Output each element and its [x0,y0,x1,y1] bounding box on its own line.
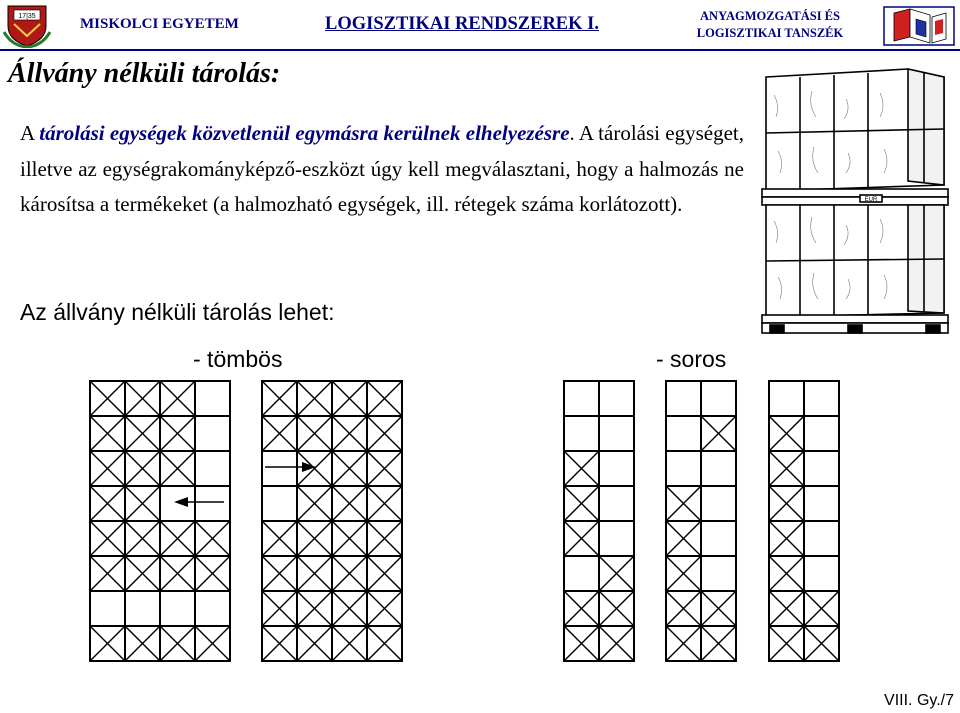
stored-unit-mark [701,626,736,661]
stored-unit-mark [262,381,297,416]
stored-unit-mark [297,451,332,486]
stored-unit-mark [90,381,125,416]
stored-unit-mark [332,486,367,521]
stored-unit-mark [297,591,332,626]
stored-unit-mark [262,381,297,416]
paragraph-part-1: A [20,121,40,145]
stored-unit-mark [666,556,701,591]
arrow-right-icon [265,462,316,472]
stored-unit-mark [125,381,160,416]
stored-unit-mark [160,556,195,591]
grid-cell [564,521,599,556]
stored-unit-mark [297,486,332,521]
grid-cell [297,381,332,416]
stored-unit-mark [297,521,332,556]
grid-cell [769,416,804,451]
stored-unit-mark [367,451,402,486]
grid-cell [160,381,195,416]
grid-cell [160,486,195,521]
stored-unit-mark [367,451,402,486]
grid-cell [564,451,599,486]
stored-unit-mark [125,556,160,591]
block-grid-1 [90,381,230,661]
stored-unit-mark [297,556,332,591]
grid-cell [804,521,839,556]
department-logo-icon [880,3,958,49]
arrow-left-icon [174,497,224,507]
stored-unit-mark [564,626,599,661]
grid-cell [564,486,599,521]
stored-unit-mark [90,486,125,521]
grid-cell [367,521,402,556]
grid-cell [367,556,402,591]
grid-cell [701,591,736,626]
grid-cell [701,521,736,556]
stored-unit-mark [195,556,230,591]
grid-cell [262,521,297,556]
grid-cell [160,626,195,661]
stored-unit-mark [297,486,332,521]
grid-cell [666,521,701,556]
grid-cell [666,626,701,661]
stored-unit-mark [90,416,125,451]
stored-unit-mark [666,486,701,521]
stored-unit-mark [297,416,332,451]
grid-cell [125,626,160,661]
grid-cell [804,381,839,416]
grid-cell [769,486,804,521]
stored-unit-mark [160,381,195,416]
grid-cell [125,451,160,486]
grid-cell [769,381,804,416]
grid-cell [125,521,160,556]
grid-cell [701,451,736,486]
paragraph-emphasis: tárolási egységek közvetlenül egymásra kerülnek elhelyezésre [39,121,570,145]
stored-unit-mark [564,451,599,486]
grid-cell [195,591,230,626]
stored-unit-mark [297,451,332,486]
stored-unit-mark [769,486,804,521]
grid-cell [769,451,804,486]
stored-unit-mark [332,381,367,416]
stored-unit-mark [666,486,701,521]
grid-cell [332,381,367,416]
grid-cell [90,556,125,591]
stored-unit-mark [599,556,634,591]
stored-unit-mark [125,416,160,451]
grid-cell [125,381,160,416]
stored-unit-mark [564,486,599,521]
stored-unit-mark [701,416,736,451]
stored-unit-mark [332,486,367,521]
stored-unit-mark [804,591,839,626]
grid-cell [195,486,230,521]
page-number: VIII. Gy./7 [884,692,954,709]
stored-unit-mark [666,556,701,591]
stored-unit-mark [564,486,599,521]
stored-unit-mark [90,486,125,521]
stored-unit-mark [769,521,804,556]
stored-unit-mark [367,381,402,416]
stored-unit-mark [195,626,230,661]
stored-unit-mark [90,556,125,591]
grid-cell [297,416,332,451]
stored-unit-mark [332,556,367,591]
stored-unit-mark [769,591,804,626]
grid-cell [262,416,297,451]
grid-cell [666,556,701,591]
stored-unit-mark [262,556,297,591]
stored-unit-mark [297,416,332,451]
grid-cell [564,416,599,451]
row-grid-1 [564,381,634,661]
stored-unit-mark [599,626,634,661]
stored-unit-mark [297,381,332,416]
stored-unit-mark [160,451,195,486]
stored-unit-mark [90,626,125,661]
stored-unit-mark [297,591,332,626]
grid-cell [332,416,367,451]
grid-cell [297,556,332,591]
stored-unit-mark [367,556,402,591]
stored-unit-mark [332,416,367,451]
slide-header [0,0,960,50]
stored-unit-mark [297,556,332,591]
label-block-storage: - tömbös [193,346,283,372]
stored-unit-mark [332,591,367,626]
slide-title: Állvány nélküli tárolás: [8,58,281,89]
stored-unit-mark [367,591,402,626]
stored-unit-mark [701,591,736,626]
grid-cell [666,381,701,416]
stored-unit-mark [564,521,599,556]
grid-cell [804,626,839,661]
stored-unit-mark [367,486,402,521]
grid-cell [125,486,160,521]
stored-unit-mark [666,591,701,626]
grid-cell [804,556,839,591]
grid-cell [367,381,402,416]
stored-unit-mark [125,416,160,451]
grid-cell [90,381,125,416]
stored-unit-mark [262,591,297,626]
grid-cell [701,416,736,451]
stored-unit-mark [90,626,125,661]
stored-unit-mark [195,521,230,556]
grid-cell [160,521,195,556]
grid-cell [666,416,701,451]
grid-cell [367,451,402,486]
grid-cell [367,626,402,661]
grid-cell [564,591,599,626]
crest-year-text: 17|35 [18,13,36,20]
stored-unit-mark [769,521,804,556]
stored-unit-mark [769,416,804,451]
grid-cell [90,486,125,521]
stored-unit-mark [701,626,736,661]
stored-unit-mark [367,416,402,451]
stored-unit-mark [262,416,297,451]
stored-unit-mark [564,451,599,486]
stored-unit-mark [564,521,599,556]
stored-unit-mark [769,451,804,486]
grid-cell [769,556,804,591]
grid-cell [195,556,230,591]
stored-unit-mark [90,451,125,486]
stored-unit-mark [195,556,230,591]
grid-cell [297,521,332,556]
stored-unit-mark [195,521,230,556]
grid-cell [367,591,402,626]
pallet-label: EUR [864,197,878,203]
stored-unit-mark [599,591,634,626]
grid-cell [90,521,125,556]
subheading: Az állvány nélküli tárolás lehet: [20,299,335,325]
grid-cell [701,556,736,591]
stacked-pallets-illustration [748,55,958,355]
stored-unit-mark [160,626,195,661]
grid-cell [367,416,402,451]
course-title: LOGISZTIKAI RENDSZEREK I. [325,14,599,34]
stored-unit-mark [297,381,332,416]
grid-cell [332,521,367,556]
stored-unit-mark [564,626,599,661]
grid-cell [701,381,736,416]
stored-unit-mark [769,486,804,521]
grid-cell [564,626,599,661]
stored-unit-mark [125,486,160,521]
stored-unit-mark [769,451,804,486]
stored-unit-mark [769,626,804,661]
stored-unit-mark [160,416,195,451]
grid-cell [564,556,599,591]
stored-unit-mark [297,521,332,556]
stored-unit-mark [332,521,367,556]
grid-cell [332,486,367,521]
stored-unit-mark [332,591,367,626]
university-crest-icon [2,2,52,48]
stored-unit-mark [332,556,367,591]
grid-cell [125,591,160,626]
grid-cell [195,626,230,661]
description-paragraph [20,116,744,223]
grid-cell [195,381,230,416]
stored-unit-mark [332,626,367,661]
stored-unit-mark [666,521,701,556]
grid-cell [701,486,736,521]
stored-unit-mark [125,451,160,486]
grid-cell [90,416,125,451]
stored-unit-mark [90,556,125,591]
stored-unit-mark [160,381,195,416]
stored-unit-mark [160,521,195,556]
grid-cell [666,451,701,486]
department-line-2: LOGISZTIKAI TANSZÉK [696,26,844,40]
stored-unit-mark [90,451,125,486]
row-grid-3 [769,381,839,661]
stored-unit-mark [160,451,195,486]
stored-unit-mark [367,486,402,521]
university-name: MISKOLCI EGYETEM [80,16,239,32]
grid-cell [769,591,804,626]
grid-cell [297,626,332,661]
stored-unit-mark [367,626,402,661]
stored-unit-mark [564,591,599,626]
stored-unit-mark [125,521,160,556]
stored-unit-mark [125,381,160,416]
stored-unit-mark [262,626,297,661]
grid-cell [262,556,297,591]
grid-cell [332,451,367,486]
stored-unit-mark [599,556,634,591]
grid-cell [804,416,839,451]
grid-cell [666,486,701,521]
stored-unit-mark [804,591,839,626]
stored-unit-mark [262,556,297,591]
grid-cell [804,591,839,626]
stored-unit-mark [666,626,701,661]
stored-unit-mark [769,591,804,626]
grid-cell [599,486,634,521]
stored-unit-mark [332,451,367,486]
stored-unit-mark [297,626,332,661]
department-line-1: ANYAGMOZGATÁSI ÉS [700,9,840,23]
stored-unit-mark [332,451,367,486]
stored-unit-mark [125,451,160,486]
stored-unit-mark [90,416,125,451]
block-grid-2 [262,381,402,661]
stored-unit-mark [125,556,160,591]
stored-unit-mark [332,381,367,416]
stored-unit-mark [262,591,297,626]
grid-cell [262,451,297,486]
stored-unit-mark [332,416,367,451]
stored-unit-mark [90,381,125,416]
stored-unit-mark [666,591,701,626]
grid-cell [599,556,634,591]
grid-cell [769,521,804,556]
grid-cell [160,591,195,626]
stored-unit-mark [367,626,402,661]
stored-unit-mark [804,626,839,661]
grid-cell [297,591,332,626]
stored-unit-mark [367,521,402,556]
grid-cell [125,416,160,451]
stored-unit-mark [701,591,736,626]
grid-cell [160,556,195,591]
grid-cell [125,556,160,591]
grid-cell [804,451,839,486]
grid-cell [804,486,839,521]
stored-unit-mark [160,556,195,591]
grid-cell [599,381,634,416]
grid-cell [160,416,195,451]
grid-cell [262,381,297,416]
grid-cell [90,626,125,661]
stored-unit-mark [125,486,160,521]
grid-cell [195,521,230,556]
grid-cell [599,591,634,626]
stored-unit-mark [160,521,195,556]
grid-cell [599,626,634,661]
grid-cell [599,416,634,451]
grid-cell [332,626,367,661]
stored-unit-mark [367,416,402,451]
stored-unit-mark [332,521,367,556]
stored-unit-mark [262,626,297,661]
stored-unit-mark [769,556,804,591]
stored-unit-mark [599,591,634,626]
stored-unit-mark [666,521,701,556]
stored-unit-mark [125,626,160,661]
stored-unit-mark [367,556,402,591]
stored-unit-mark [160,626,195,661]
grid-cell [332,556,367,591]
grid-cell [701,626,736,661]
stored-unit-mark [262,521,297,556]
stored-unit-mark [90,521,125,556]
stored-unit-mark [701,416,736,451]
stored-unit-mark [262,521,297,556]
grid-cell [297,486,332,521]
grid-cell [262,591,297,626]
label-row-storage: - soros [656,346,727,372]
stored-unit-mark [367,381,402,416]
paragraph-part-2: . A tárolási egységet, illetve az egységrakományképző-eszközt úgy kell megválasztani, hogy a halmozás ne károsítsa a termékeket (a halmozható egységek, ill. rétegek száma korlátozott). [20,121,744,216]
row-grid-2 [666,381,736,661]
stored-unit-mark [666,626,701,661]
grid-cell [195,451,230,486]
grid-cell [160,451,195,486]
grid-cell [564,381,599,416]
stored-unit-mark [332,626,367,661]
grid-cell [332,591,367,626]
stored-unit-mark [297,626,332,661]
stored-unit-mark [599,626,634,661]
stored-unit-mark [160,416,195,451]
grid-cell [297,451,332,486]
stored-unit-mark [769,556,804,591]
grid-cell [367,486,402,521]
grid-cell [599,521,634,556]
grid-cell [769,626,804,661]
grid-cell [599,451,634,486]
grid-cell [90,591,125,626]
stored-unit-mark [195,626,230,661]
stored-unit-mark [367,591,402,626]
stored-unit-mark [90,521,125,556]
stored-unit-mark [125,626,160,661]
department-name [675,8,865,42]
stored-unit-mark [804,626,839,661]
grid-cell [195,416,230,451]
stored-unit-mark [367,521,402,556]
stored-unit-mark [769,626,804,661]
stored-unit-mark [262,416,297,451]
stored-unit-mark [769,416,804,451]
grid-cell [262,486,297,521]
grid-cell [90,451,125,486]
grid-cell [666,591,701,626]
header-divider [0,49,960,51]
stored-unit-mark [564,591,599,626]
stored-unit-mark [125,521,160,556]
grid-cell [262,626,297,661]
